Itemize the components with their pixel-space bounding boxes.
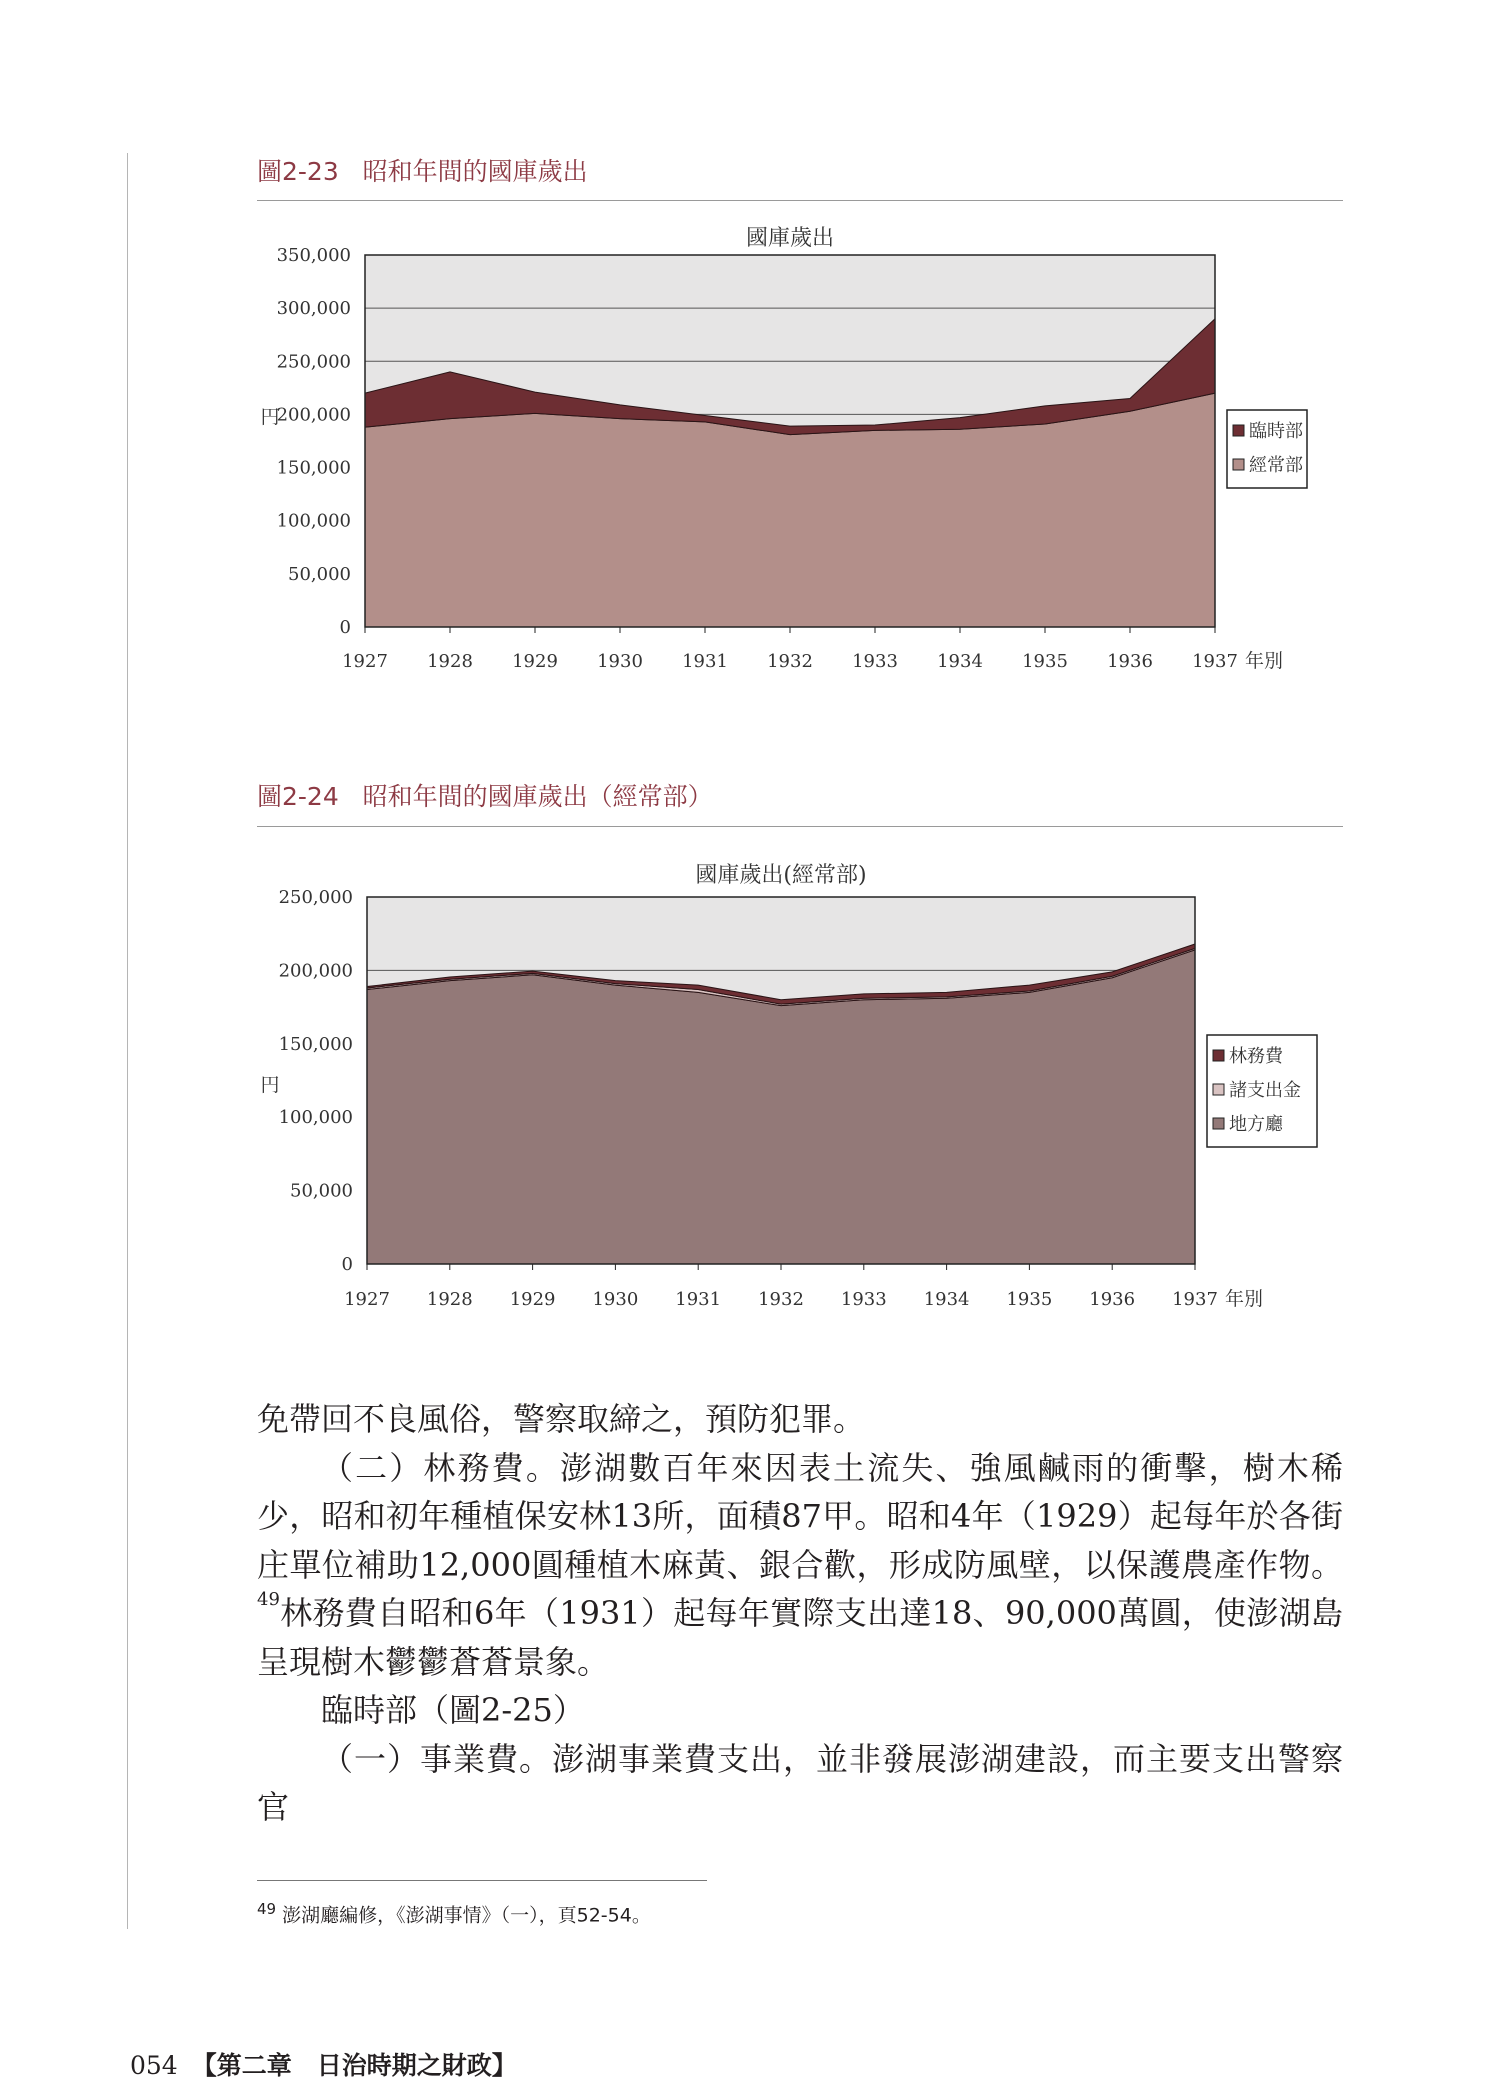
margin-rule [127,153,128,1929]
legend-swatch [1213,1118,1224,1129]
y-tick-label: 0 [339,617,351,638]
y-tick-label: 100,000 [278,1107,353,1129]
figure-title: 昭和年間的國庫歲出（經常部） [362,782,713,811]
caption-rule [257,200,1343,201]
page-footer [130,2046,517,2082]
paragraph-text: 林務費自昭和6年（1931）起每年實際支出達18、90,000萬圓，使澎湖島呈現樹木鬱鬱蒼蒼景象。 [257,1594,1343,1681]
x-tick-label: 1934 [923,1289,970,1310]
paragraph [257,1444,1343,1687]
x-tick-label: 1935 [1006,1289,1053,1310]
y-tick-label: 50,000 [290,1180,353,1202]
page-number: 054 [130,2051,178,2080]
y-tick-label: 250,000 [276,351,351,373]
legend-label: 地方廳 [1229,1114,1283,1135]
y-tick-label: 100,000 [276,510,351,532]
x-tick-label: 1929 [512,651,558,672]
x-tick-label: 1936 [1107,651,1153,672]
caption-rule [257,826,1343,827]
figure-title: 昭和年間的國庫歲出 [362,157,588,186]
footnote-rule [257,1880,707,1881]
legend-label: 林務費 [1229,1046,1283,1067]
y-tick-label: 50,000 [288,563,351,585]
y-tick-label: 300,000 [276,298,351,320]
figure-number: 圖2-23 [257,157,339,186]
paragraph: 免帶回不良風俗，警察取締之，預防犯罪。 [257,1400,866,1438]
y-axis-label: 円 [260,1074,280,1096]
section-heading: 臨時部（圖2-25） [321,1691,585,1729]
chart-title: 國庫歲出(經常部) [695,863,867,888]
x-tick-label: 1933 [852,651,898,672]
legend-label: 諸支出金 [1229,1080,1301,1101]
y-tick-label: 350,000 [276,245,351,266]
legend-swatch [1213,1084,1224,1095]
running-head: 【第二章 日治時期之財政】 [191,2051,517,2080]
chart-ordinary-expenditure [245,845,1355,1320]
legend-label: 經常部 [1249,455,1303,476]
y-axis-label: 円 [260,406,280,428]
area-chart-svg [245,215,1355,685]
x-tick-label: 1936 [1089,1289,1136,1310]
y-tick-label: 0 [341,1254,353,1275]
x-tick-label: 1933 [840,1289,887,1310]
x-tick-label: 1931 [675,1289,722,1310]
x-tick-label: 1932 [767,651,813,672]
footnote-number: 49 [257,1900,277,1918]
legend-swatch [1233,425,1244,436]
x-axis-label: 年別 [1225,1288,1264,1310]
x-tick-label: 1930 [597,651,643,672]
figure-caption-2-24 [257,777,713,813]
x-tick-label: 1932 [758,1289,804,1310]
body-text [257,1395,1343,1832]
y-tick-label: 200,000 [276,404,351,426]
footnote [257,1900,651,1927]
x-tick-label: 1928 [427,651,473,672]
paragraph-text: （二）林務費。澎湖數百年來因表土流失、強風鹹雨的衝擊，樹木稀少，昭和初年種植保安林13所，面積87甲。昭和4年（1929）起每年於各街庄單位補助12,000圓種植木麻黃、銀合歡，形成防風壁，以保護農產作物。 [257,1448,1343,1584]
x-tick-label: 1934 [937,651,983,672]
x-axis-label: 年別 [1245,650,1284,672]
y-tick-label: 200,000 [278,960,353,982]
x-tick-label: 1928 [426,1289,473,1310]
area-chart-svg [245,845,1355,1320]
figure-number: 圖2-24 [257,782,339,811]
y-tick-label: 250,000 [278,887,353,908]
x-tick-label: 1937 [1172,1289,1218,1310]
x-tick-label: 1931 [682,651,728,672]
legend-swatch [1233,459,1244,470]
chart-title: 國庫歲出 [745,226,835,251]
y-tick-label: 150,000 [276,457,351,479]
footnote-ref[interactable]: 49 [257,1589,280,1610]
x-tick-label: 1935 [1022,651,1068,672]
footnote-text: 澎湖廳編修，《澎湖事情》（一），頁52-54。 [276,1904,651,1927]
x-tick-label: 1937 [1192,651,1238,672]
y-tick-label: 150,000 [278,1033,353,1055]
chart-national-expenditure [245,215,1355,685]
x-tick-label: 1930 [592,1289,639,1310]
x-tick-label: 1927 [344,1289,390,1310]
legend-swatch [1213,1050,1224,1061]
figure-caption-2-23 [257,152,588,188]
paragraph: （一）事業費。澎湖事業費支出，並非發展澎湖建設，而主要支出警察官 [257,1739,1343,1826]
x-tick-label: 1927 [342,651,388,672]
legend-label: 臨時部 [1249,421,1303,442]
x-tick-label: 1929 [509,1289,556,1310]
